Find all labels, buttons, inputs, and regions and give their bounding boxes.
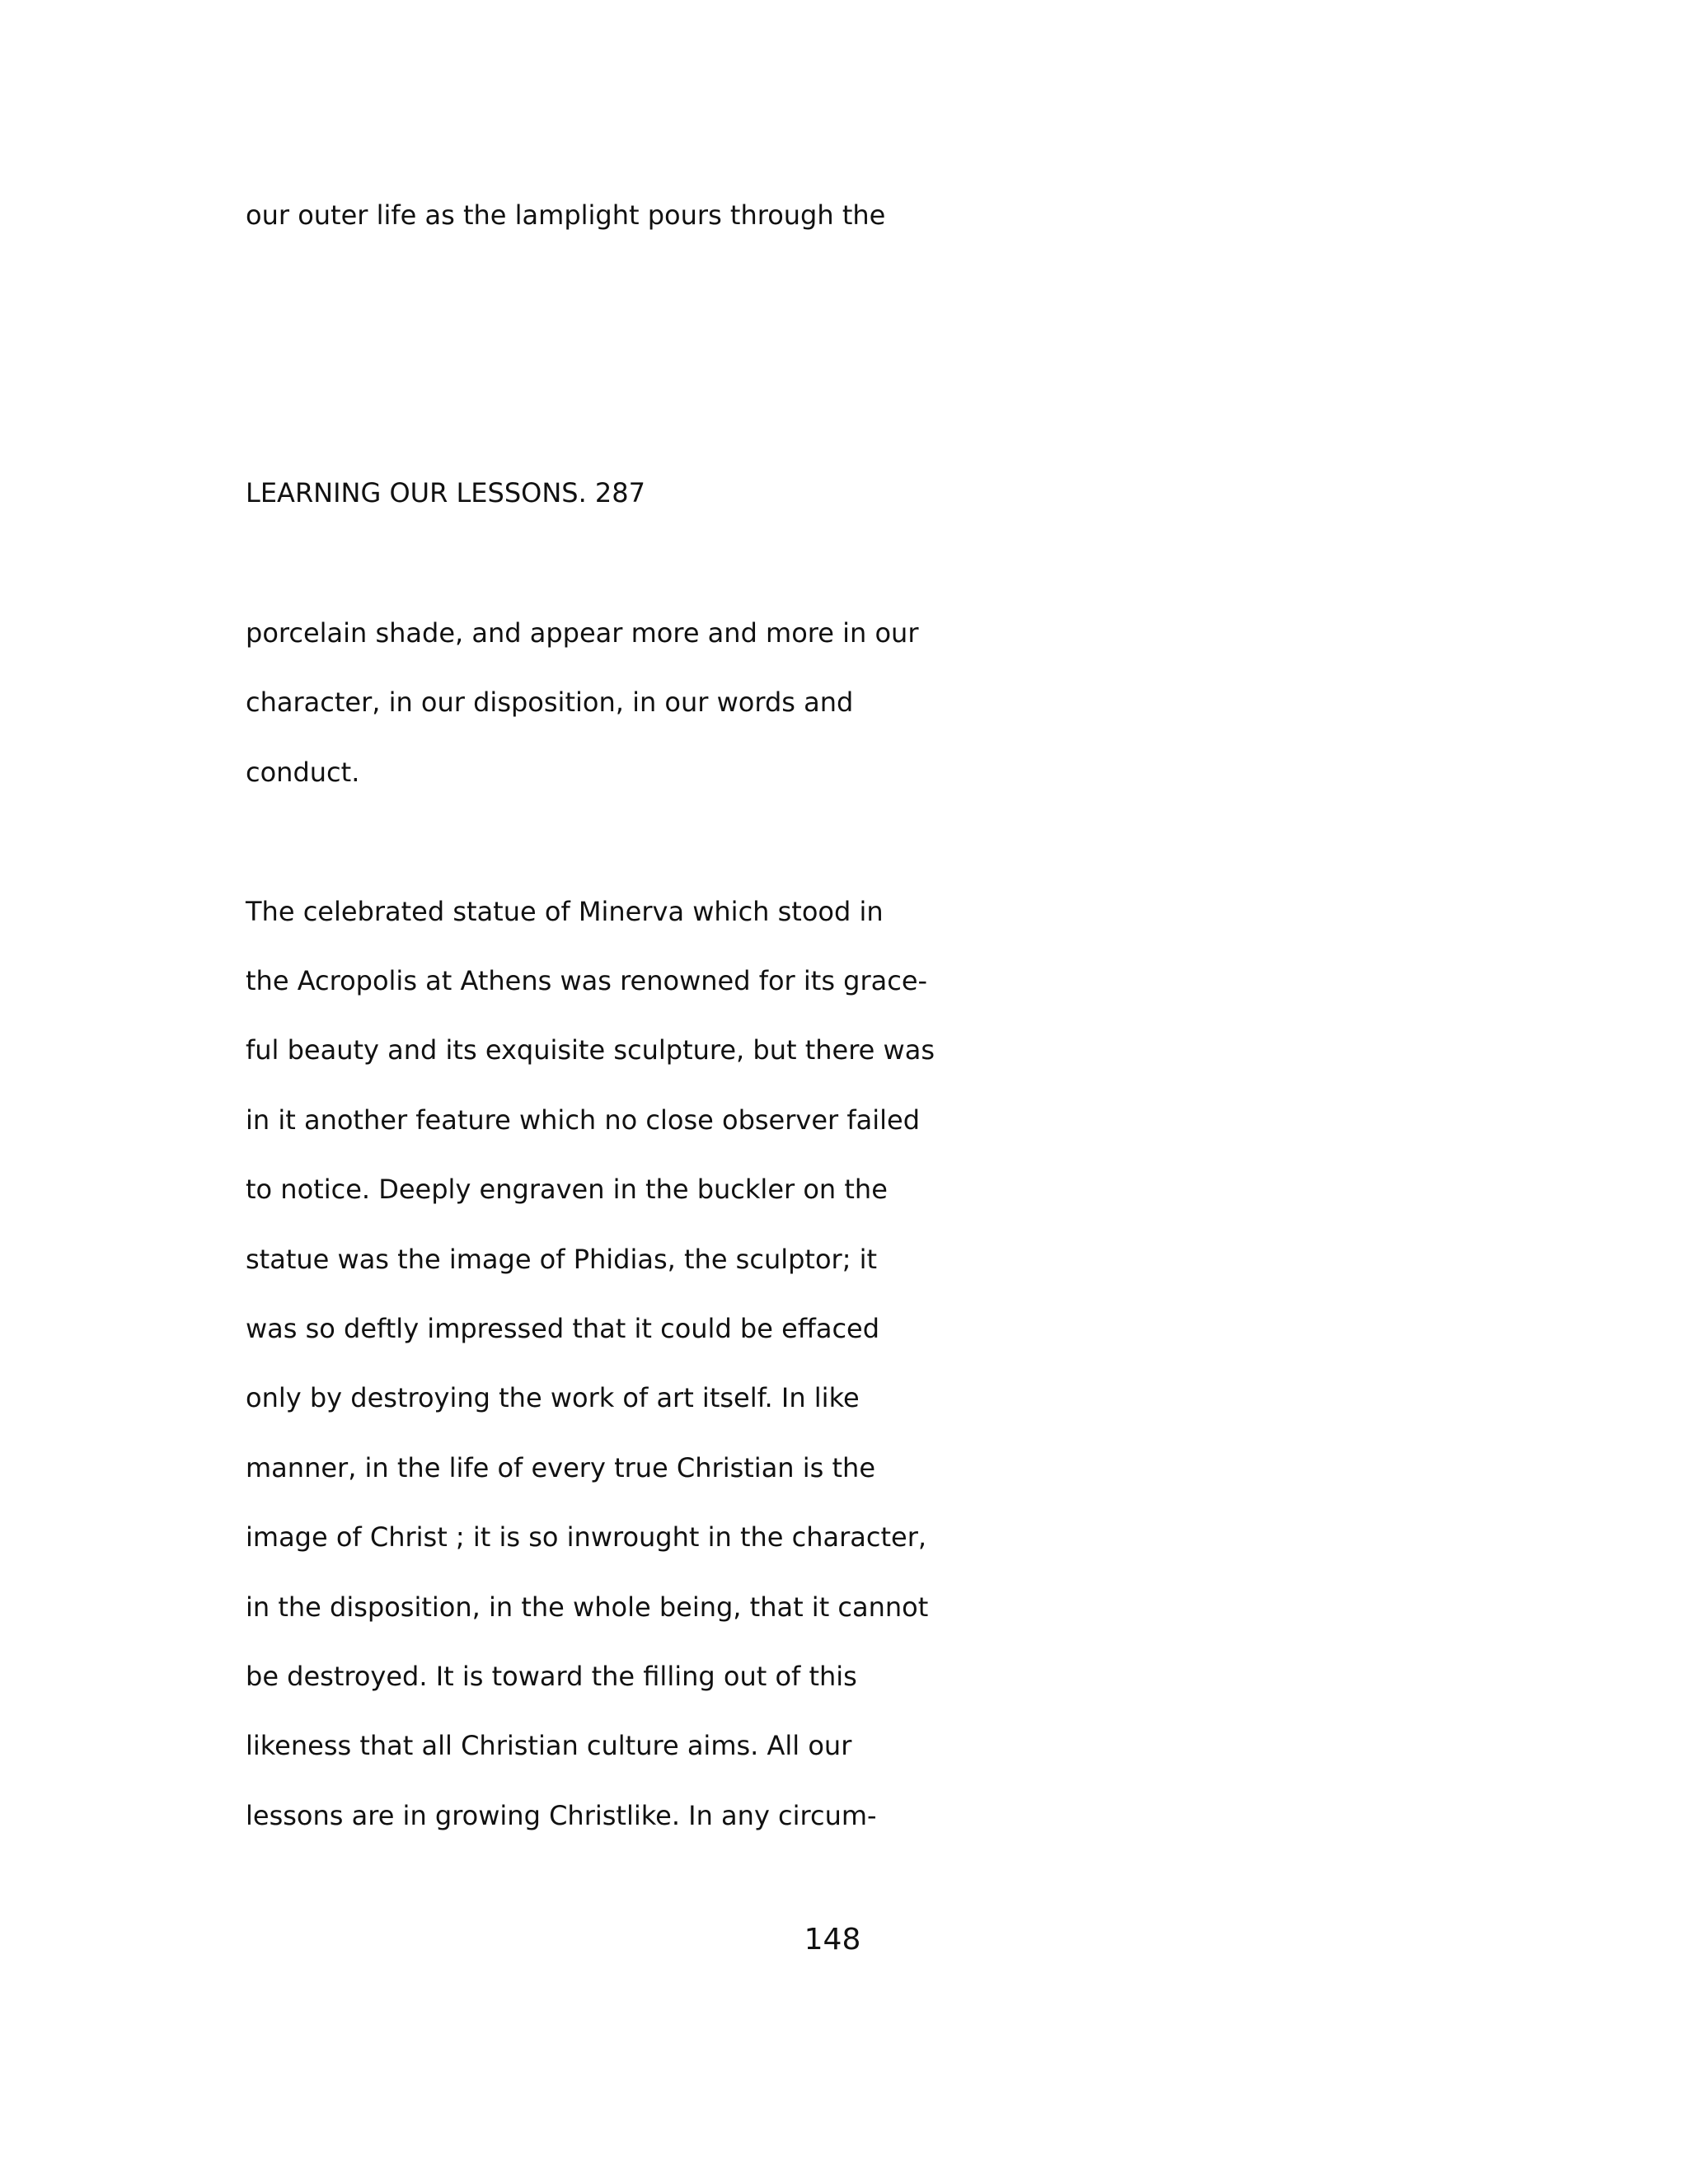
page-number: 148	[804, 1923, 861, 1957]
text-line: The celebrated statue of Minerva which stood in	[246, 896, 884, 927]
text-line: be destroyed. It is toward the filling out of this	[246, 1661, 857, 1692]
text-line: lessons are in growing Christlike. In any circum-	[246, 1800, 877, 1831]
text-line: likeness that all Christian culture aims. All our	[246, 1730, 852, 1761]
text-line: conduct.	[246, 757, 360, 788]
text-line: statue was the image of Phidias, the sculptor; it	[246, 1244, 878, 1275]
text-line: in it another feature which no close observer failed	[246, 1104, 920, 1136]
text-line: to notice. Deeply engraven in the buckler on the	[246, 1174, 888, 1205]
running-header: LEARNING OUR LESSONS. 287	[246, 477, 645, 509]
text-line: manner, in the life of every true Christian is the	[246, 1452, 875, 1483]
text-line: image of Christ ; it is so inwrought in the character,	[246, 1521, 927, 1553]
text-line: ful beauty and its exquisite sculpture, but there was	[246, 1034, 935, 1066]
text-line: porcelain shade, and appear more and more in our	[246, 617, 919, 649]
text-line: our outer life as the lamplight pours through the	[246, 199, 886, 231]
text-line: was so deftly impressed that it could be effaced	[246, 1313, 880, 1344]
text-line: in the disposition, in the whole being, that it cannot	[246, 1591, 929, 1623]
text-line: the Acropolis at Athens was renowned for its grace-	[246, 965, 928, 996]
text-line: character, in our disposition, in our words and	[246, 687, 854, 718]
text-line: only by destroying the work of art itself. In like	[246, 1382, 860, 1413]
